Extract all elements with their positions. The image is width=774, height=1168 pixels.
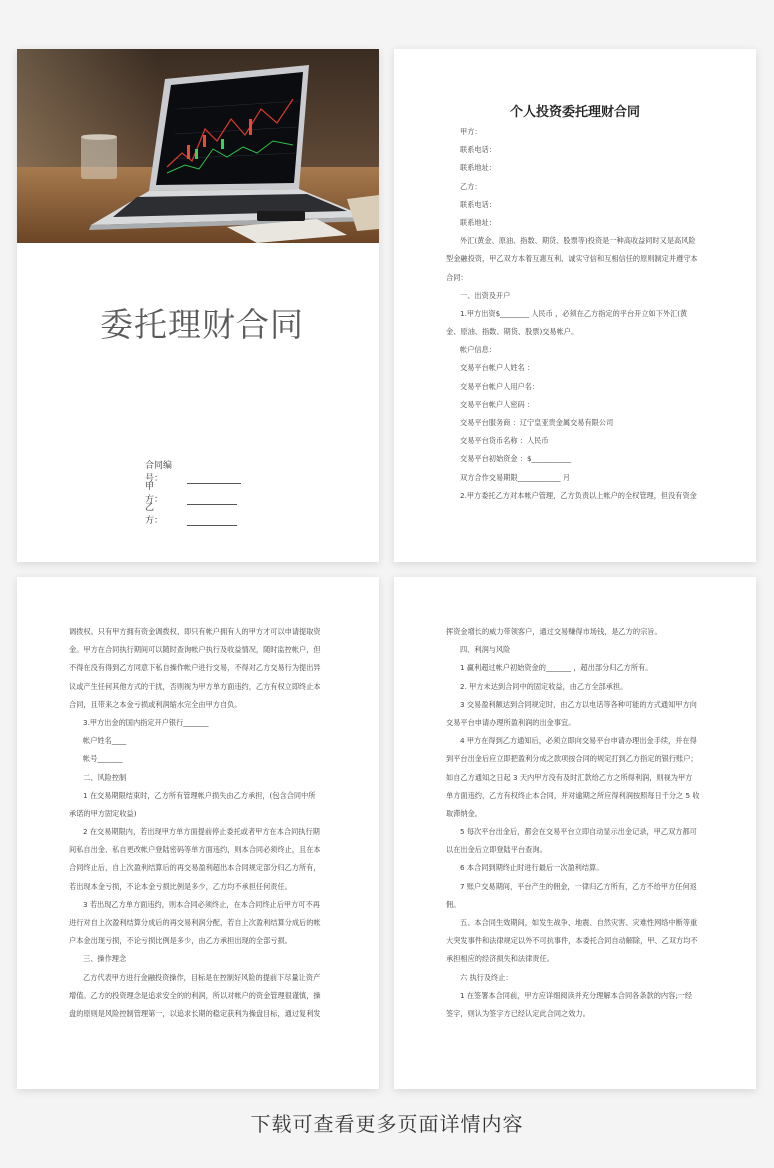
text-line: 3.甲方出金的国内指定开户银行_______ [83,717,209,727]
page-text [446,123,704,505]
text-line: 6 本合同到期终止时进行最后一次盈利结算。 [460,863,604,873]
text-line: 交易平台帐户人密码 ： [460,399,535,409]
text-line: 联系电话： [460,199,496,209]
text-line: 五、本合同生效期间，如发生战争、地震、自然灾害、灾难性网络中断等重 [460,918,698,927]
cover-page [17,49,379,562]
text-line: 不得在没有得到乙方同意下私自操作帐户进行交易，不得对乙方交易行为提出异 [69,663,321,673]
cover-field-label: 乙 方： [145,503,173,526]
text-line: 取滞纳金。 [446,808,482,818]
text-line: 户本金出现亏损，不论亏损比例是多少，由乙方承担出现的全部亏损。 [69,936,292,946]
text-line: 承担相应的经济损失和法律责任。 [446,954,554,964]
cover-field-label: 甲 方： [145,482,173,505]
text-line: 交易平台货币名称 ：人民币 [460,436,549,446]
text-line: 7 账户交易期间，平台产生的佣金，一律归乙方所有，乙方不给甲方任何返 [460,881,697,891]
cover-title: 委托理财合同 [100,305,304,344]
text-line: 2. 甲方未达到合同中的固定收益，由乙方全部承担。 [460,681,628,691]
text-line: 进行对自上次盈利结算分成后的再交易利润分配，若自上次盈利结算分成后的帐 [69,918,321,927]
text-line: 联系地址： [460,217,496,227]
blank-line [187,494,237,505]
download-caption[interactable]: 下载可查看更多页面详情内容 [250,1112,524,1136]
text-line: 六 执行及终止： [460,972,513,982]
text-line: 3 若出现乙方单方面违约，则本合同必须终止，在本合同终止后甲方可不再 [83,899,320,909]
text-line: 帐户姓名____ [83,736,127,746]
text-line: 乙方代表甲方进行金融投资操作，目标是在控制好风险的提前下尽量让资产 [83,972,321,982]
text-line: 乙方： [460,181,482,191]
text-line: 金、原油、指数、期货、股票)交易帐户。 [446,327,579,337]
text-line: 联系电话： [460,145,496,155]
page-text [446,623,704,1023]
text-line: 合同，且带来之本金亏损或利润缩水完全由甲方自负。 [69,699,242,709]
page-text [69,623,327,1023]
text-line: 2.甲方委托乙方对本帐户管理，乙方负责以上帐户的全权管理，但没有资金 [460,490,697,500]
text-line: 调拨权。只有甲方拥有资金调拨权、即只有帐户拥有人的甲方才可以申请提取资 [69,627,321,636]
text-line: 4 甲方在得到乙方通知后，必须立即向交易平台申请办理出金手续，并在得 [460,736,697,746]
text-line: 交易平台服务商 ：辽宁皇亚贵金属交易有限公司 [460,418,614,427]
text-line: 1 在交易期限结束时，乙方所有管理帐户损失由乙方承担，(包含合同中所 [83,790,316,800]
text-line: 5 每次平台出金后，都会在交易平台立即自动显示出金记录，甲乙双方都可 [460,827,697,837]
text-line: 合同： [446,272,468,282]
text-line: 承诺的甲方固定收益) [69,808,137,818]
text-line: 到平台出金后应立即把盈利分成之款项按合同的规定打到乙方指定的银行账户； [446,754,698,764]
contract-page-3 [394,577,756,1089]
text-line: 若出现本金亏损，不论本金亏损比例是多少，乙方均不承担任何责任。 [69,881,292,891]
blank-line [187,515,237,526]
text-line: 1.甲方出资$________ 人民币 ，必须在乙方指定的平台开立如下外汇(黄 [460,308,688,318]
contract-page-1 [394,49,756,562]
text-line: 2 在交易期限内，若出现甲方单方面提前停止委托或者甲方在本合同执行期 [83,827,320,837]
text-line: 间私自出金、私自更改帐户登陆密码等单方面违约，则本合同必须终止，且在本 [69,845,321,855]
text-line: 3 交易盈利额达到合同规定时，由乙方以电话等各种可能的方式通知甲方向 [460,699,697,709]
text-line: 挥资金增长的威力带领客户，通过交易赚得市场钱，是乙方的宗旨。 [446,627,662,636]
text-line: 外汇(黄金、原油、指数、期货、股票等)投资是一种高收益同时又是高风险 [460,236,696,246]
cover-fields [145,463,241,526]
text-line: 1 赢利超过帐户初始资金的_______ ，超出部分归乙方所有。 [460,663,653,673]
text-line: 盘的原则是风险控制管理第一，以追求长期的稳定获利为操盘目标，通过复利发 [69,1008,321,1018]
text-line: 增值。乙方的投资理念是追求安全的的利润，所以对帐户的资金管理很谨慎，操 [69,990,321,1000]
text-line: 一、出资及开户 [460,290,511,300]
text-line: 三、操作理念 [83,954,127,964]
text-line: 双方合作交易期限____________ 月 [460,472,571,482]
text-line: 合同终止后，自上次盈利结算后的再交易盈利超出本合同规定部分归乙方所有， [69,863,321,873]
text-line: 以在出金后立即登陆平台查询。 [446,845,547,855]
text-line: 二、风险控制 [83,772,127,782]
text-line: 交易平台帐户人姓名 ： [460,363,535,373]
text-line: 交易平台初始资金 ：$___________ [460,454,572,464]
text-line: 交易平台帐户人用户名： [460,381,540,391]
text-line: 签字，则认为签字方已经认定此合同之效力。 [446,1008,590,1018]
text-line: 帐户信息： [460,345,496,355]
cover-field-party-b [145,505,241,526]
text-line: 甲方： [460,127,482,136]
text-line: 议或产生任何其他方式的干扰，否则视为甲方单方面违约，乙方有权立即终止本 [69,681,321,691]
text-line: 帐号_______ [83,754,123,764]
text-line: 金。甲方在合同执行期间可以随时查询帐户执行及收益情况，随时监控帐户，但 [69,645,321,655]
text-line: 型金融投资，甲乙双方本着互惠互利、诚实守信和互相信任的原则制定并遵守本 [446,254,698,264]
blank-line [187,473,241,484]
document-title: 个人投资委托理财合同 [509,105,640,120]
text-line: 1 在签署本合同前，甲方应详细阅读并充分理解本合同各条款的内容;一经 [460,990,693,1000]
contract-page-2 [17,577,379,1089]
text-line: 四、利润与风险 [460,645,511,655]
text-line: 单方面违约，乙方有权终止本合同，并对逾期之所应得利润按照每日千分之 5 收 [446,790,700,800]
text-line: 交易平台申请办理所盈利润的出金事宜。 [446,717,576,727]
text-line: 佣。 [446,899,461,909]
laptop-desk-photo [17,49,379,243]
text-line: 大突发事件和法律规定以外不可抗事件，本委托合同自动解除，甲、乙双方均不 [446,936,698,946]
cover-field-label: 合同编号： [145,461,173,484]
text-line: 如自乙方通知之日起 3 天内甲方没有及时汇款给乙方之所得利润，则视为甲方 [446,772,693,782]
text-line: 联系地址： [460,163,496,173]
